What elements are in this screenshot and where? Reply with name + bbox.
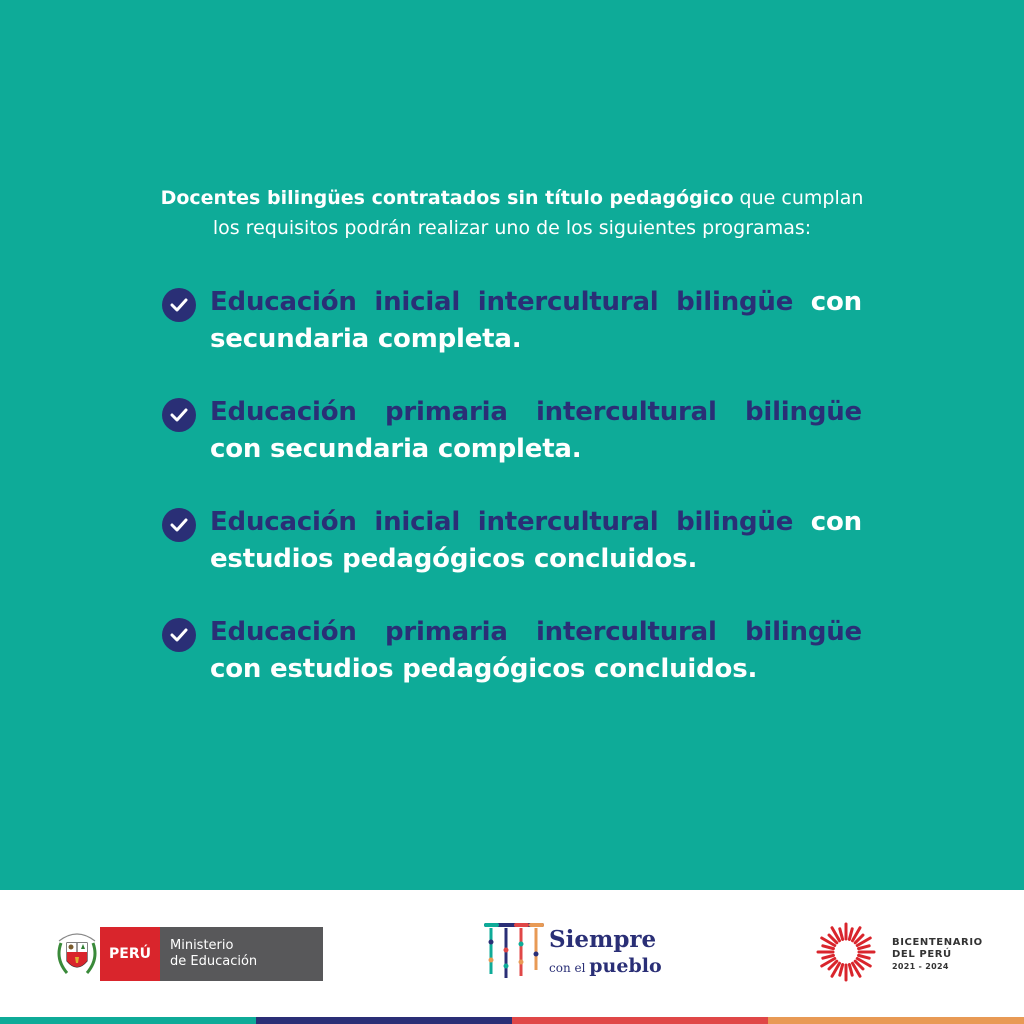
program-condition: con secundaria completa. [210, 434, 582, 464]
bicentenario-line-1: BICENTENARIO [892, 937, 983, 948]
stripe-navy [256, 1017, 512, 1024]
program-condition: con estudios pedagógicos concluidos. [210, 654, 758, 684]
bicentenario-ray [823, 946, 834, 949]
siempre-line-2b: pueblo [589, 955, 662, 977]
bicentenario-ray [840, 965, 843, 976]
siempre-line-2a: con el [549, 961, 590, 975]
bicentenario-ray [840, 929, 843, 940]
program-item-text [210, 394, 862, 468]
intro-rest-1: que cumplan [733, 187, 864, 209]
bicentenario-ray [859, 946, 870, 949]
program-highlight: Educación primaria intercultural bilingüe [210, 397, 862, 427]
program-item-text [210, 504, 862, 578]
program-condition: con secundaria completa. [210, 287, 862, 354]
check-icon [162, 618, 196, 652]
check-icon [162, 508, 196, 542]
program-highlight: Educación inicial intercultural bilingüe [210, 507, 794, 537]
bicentenario-ray [859, 955, 870, 958]
intro-text [100, 183, 924, 243]
check-icon [162, 288, 196, 322]
program-item-text [210, 284, 862, 358]
intro-bold: Docentes bilingües contratados sin título pedagógico [160, 187, 734, 209]
bicentenario-ray [849, 965, 852, 976]
stripe-red [512, 1017, 768, 1024]
ministry-label [160, 927, 323, 981]
stripe-orange [768, 1017, 1024, 1024]
bicentenario-line-2: DEL PERÚ [892, 949, 952, 960]
bicentenario-years: 2021 - 2024 [892, 962, 949, 971]
check-icon [162, 398, 196, 432]
peru-label: PERÚ [100, 927, 160, 981]
bicentenario-label [892, 937, 983, 973]
program-highlight: Educación inicial intercultural bilingüe [210, 287, 794, 317]
program-highlight: Educación primaria intercultural bilingüe [210, 617, 862, 647]
bicentenario-ray [849, 929, 852, 940]
peru-coat-of-arms-icon [55, 929, 99, 979]
program-condition: con estudios pedagógicos concluidos. [210, 507, 862, 574]
siempre-line-2 [549, 955, 662, 977]
bicentenario-logo-icon [813, 922, 879, 982]
bicentenario-ray [823, 955, 834, 958]
siempre-con-el-pueblo-logo-icon [482, 920, 546, 984]
stripe-teal [0, 1017, 256, 1024]
program-item-text [210, 614, 862, 688]
ministry-line-1: Ministerio [170, 938, 234, 953]
siempre-line-1: Siempre [549, 926, 657, 953]
intro-rest-2: los requisitos podrán realizar uno de los siguientes programas: [212, 217, 812, 239]
ministry-line-2: de Educación [170, 954, 258, 969]
